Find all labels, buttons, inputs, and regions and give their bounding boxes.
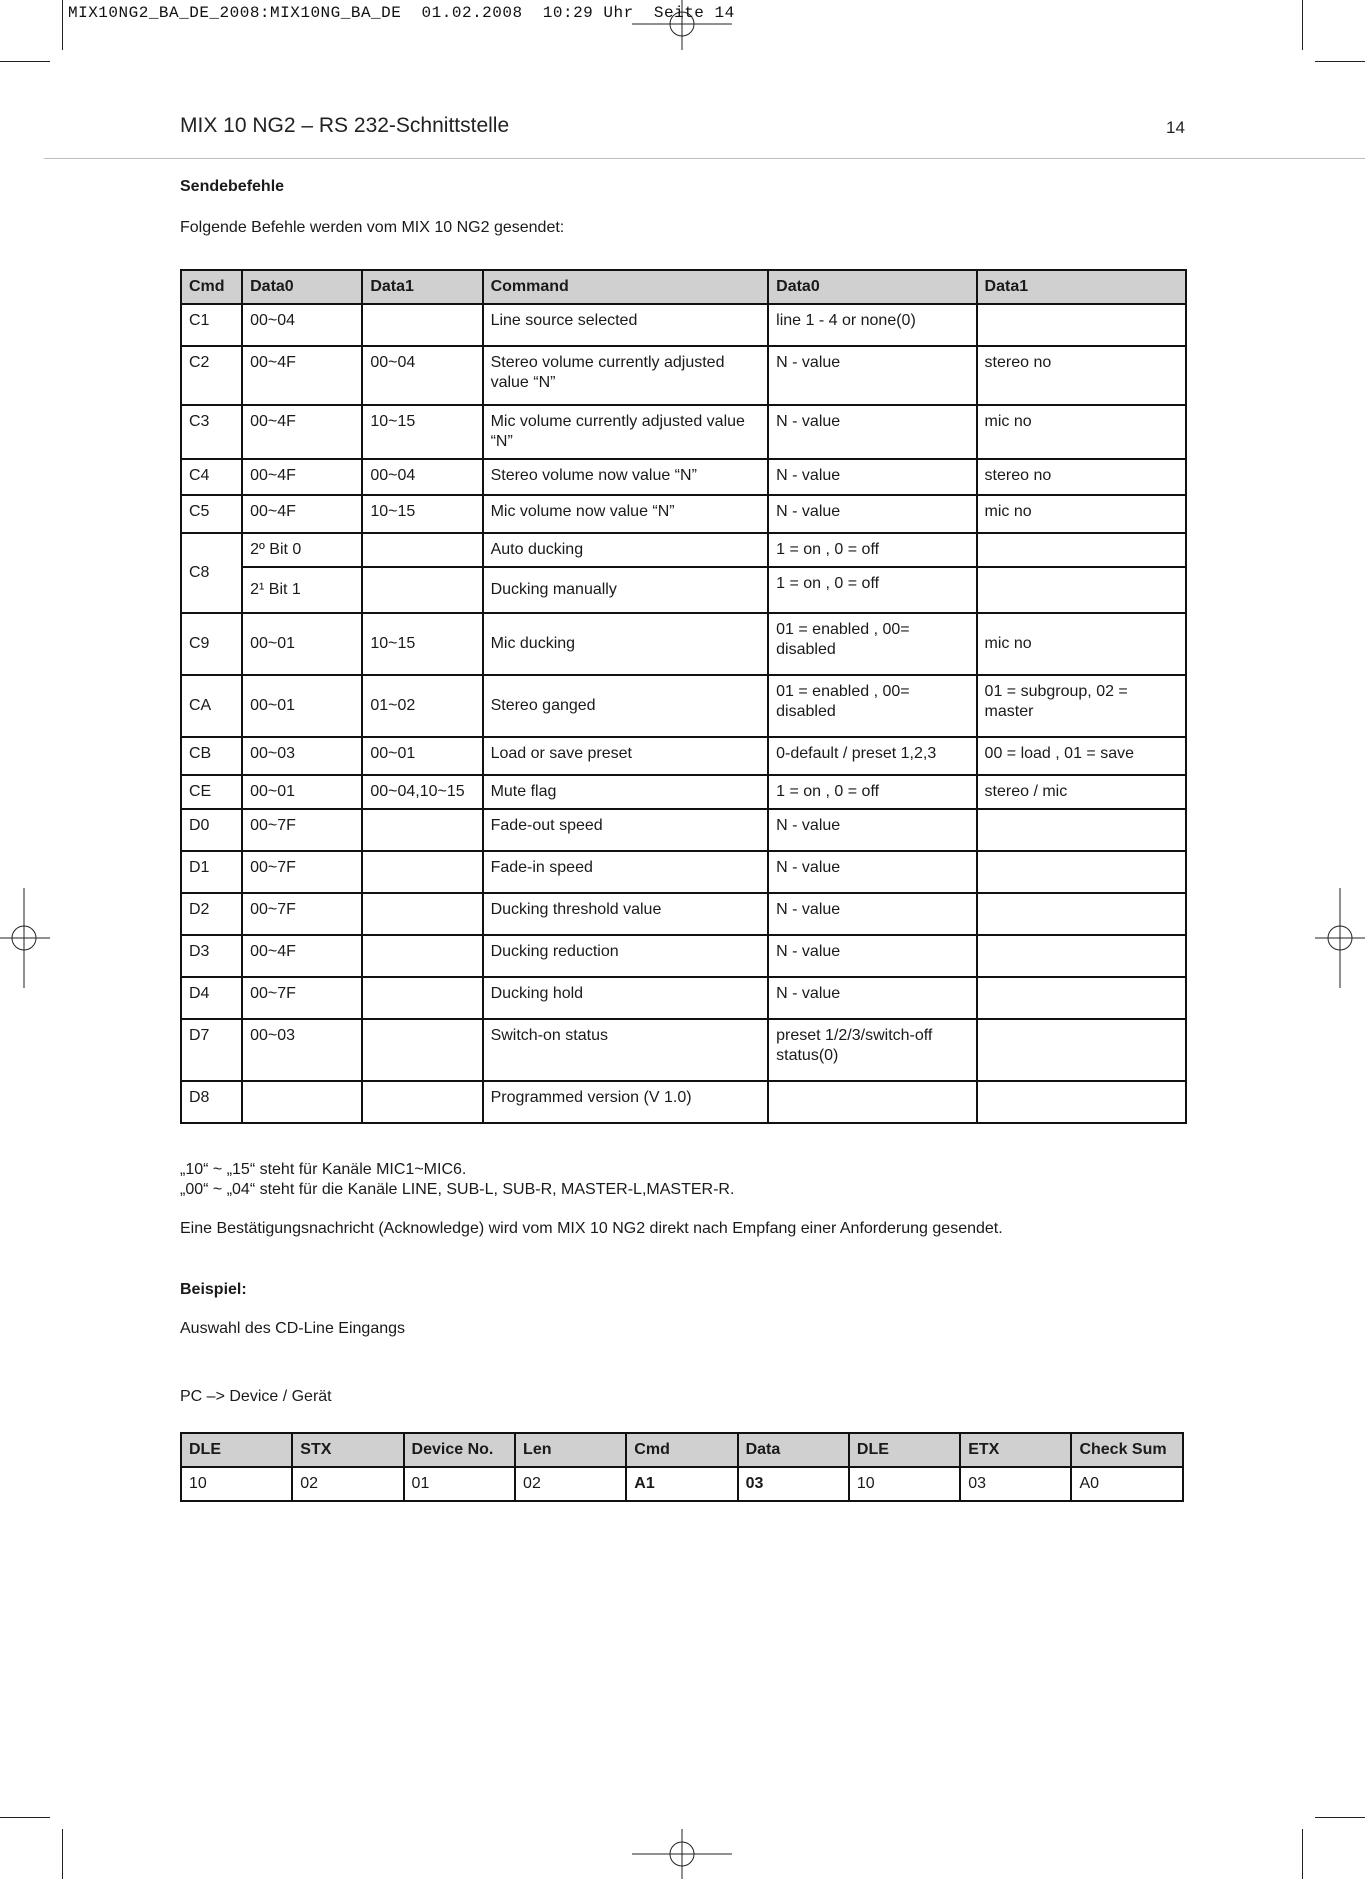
table-row [181,1019,1186,1081]
table-cell: 00~4F [242,495,362,533]
table-cell: 00~03 [242,1019,362,1081]
table-cell: Mute flag [483,775,769,809]
table-cell: 03 [960,1467,1071,1501]
table-cell: Fade-out speed [483,809,769,851]
table-cell: 1 = on , 0 = off [768,567,976,613]
table-cell: 00~04,10~15 [362,775,482,809]
crop-mark [1315,1817,1365,1818]
table-cell: Ducking threshold value [483,893,769,935]
table-cell: CB [181,737,242,775]
table-row [181,459,1186,495]
column-header: DLE [849,1433,960,1467]
table-cell [362,851,482,893]
table-cell: N - value [768,809,976,851]
table-cell: 00~7F [242,893,362,935]
table-cell [977,851,1186,893]
table-cell: Programmed version (V 1.0) [483,1081,769,1123]
table-cell: Ducking reduction [483,935,769,977]
crop-mark [62,1829,63,1879]
table-cell [242,1081,362,1123]
table-cell [977,533,1186,567]
table-cell: C3 [181,405,242,459]
registration-mark-bottom [632,1829,732,1879]
table-row [181,935,1186,977]
table-cell: 00~4F [242,405,362,459]
table-cell: N - value [768,346,976,405]
column-header: Cmd [626,1433,737,1467]
table-cell: 00~04 [362,459,482,495]
table-cell: 1 = on , 0 = off [768,533,976,567]
print-slug: MIX10NG2_BA_DE_2008:MIX10NG_BA_DE 01.02.2008 10:29 Uhr Seite 14 [68,4,735,22]
crop-mark [0,61,50,62]
table-cell: Mic volume currently adjusted value “N” [483,405,769,459]
channel-notes [180,1160,734,1200]
table-cell [977,1019,1186,1081]
table-cell: 02 [515,1467,626,1501]
table-cell: Mic ducking [483,613,769,675]
table-cell: 03 [738,1467,849,1501]
column-header: Cmd [181,270,242,304]
table-cell: 01 [404,1467,516,1501]
table-row [181,613,1186,675]
table-cell: stereo / mic [977,775,1186,809]
table-cell: D1 [181,851,242,893]
table-row [181,1081,1186,1123]
crop-mark [0,1817,50,1818]
table-cell: 00~04 [362,346,482,405]
table-cell: Line source selected [483,304,769,346]
table-row [181,809,1186,851]
table-cell: C5 [181,495,242,533]
note-line: „00“ ~ „04“ steht für die Kanäle LINE, SUB-L, SUB-R, MASTER-L,MASTER-R. [180,1181,735,1198]
table-cell: 00~7F [242,809,362,851]
table-cell [362,809,482,851]
table-row [181,495,1186,533]
table-cell [362,304,482,346]
table-cell [362,1081,482,1123]
table-cell: N - value [768,977,976,1019]
table-row [181,533,1186,567]
table-cell: C9 [181,613,242,675]
table-cell [768,1081,976,1123]
table-cell: 00~7F [242,851,362,893]
table-cell: 00~01 [242,613,362,675]
table-cell: Load or save preset [483,737,769,775]
header-divider [44,158,1365,159]
table-cell: 00~01 [242,675,362,737]
table-cell: C4 [181,459,242,495]
table-cell: D2 [181,893,242,935]
table-cell: Ducking manually [483,567,769,613]
table-row [181,775,1186,809]
table-cell [977,977,1186,1019]
table-cell: 00 = load , 01 = save [977,737,1186,775]
section-intro: Folgende Befehle werden vom MIX 10 NG2 gesendet: [180,219,565,236]
table-header-row [181,270,1186,304]
table-cell: 10~15 [362,495,482,533]
table-cell: 00~7F [242,977,362,1019]
table-cell: Fade-in speed [483,851,769,893]
crop-mark [62,0,63,50]
table-row [181,304,1186,346]
table-cell: N - value [768,405,976,459]
table-cell: D8 [181,1081,242,1123]
column-header: DLE [181,1433,292,1467]
crop-mark [1302,1829,1303,1879]
table-cell: CA [181,675,242,737]
table-cell: 01 = enabled , 00= disabled [768,613,976,675]
table-row [181,346,1186,405]
column-header: Data0 [242,270,362,304]
crop-mark [1315,61,1365,62]
send-commands-table [180,269,1187,1124]
registration-mark-right [1315,888,1365,988]
table-cell: N - value [768,495,976,533]
table-cell [977,935,1186,977]
column-header: Check Sum [1071,1433,1183,1467]
table-row [181,405,1186,459]
column-header: Data1 [977,270,1186,304]
table-cell: line 1 - 4 or none(0) [768,304,976,346]
table-cell: C2 [181,346,242,405]
table-cell: N - value [768,935,976,977]
table-header-row [181,1433,1183,1467]
note-line: „10“ ~ „15“ steht für Kanäle MIC1~MIC6. [180,1161,467,1178]
table-cell: 10 [181,1467,292,1501]
column-header: Data0 [768,270,976,304]
table-cell: 00~04 [242,304,362,346]
table-cell: 00~01 [242,775,362,809]
table-cell: 2º Bit 0 [242,533,362,567]
table-cell: Ducking hold [483,977,769,1019]
column-header: Data1 [362,270,482,304]
table-cell: D7 [181,1019,242,1081]
table-row [181,977,1186,1019]
table-cell [362,567,482,613]
table-cell: D0 [181,809,242,851]
table-cell [362,533,482,567]
crop-mark [1302,0,1303,50]
table-cell: 00~4F [242,459,362,495]
column-header: Command [483,270,769,304]
table-cell [977,567,1186,613]
table-cell [362,935,482,977]
table-cell [977,1081,1186,1123]
example-text: Auswahl des CD-Line Eingangs [180,1320,406,1337]
acknowledge-note: Eine Bestätigungsnachricht (Acknowledge) wird vom MIX 10 NG2 direkt nach Empfang einer Anforderung gesendet. [180,1220,1003,1237]
table-cell: 01 = subgroup, 02 = master [977,675,1186,737]
table-cell [362,1019,482,1081]
table-cell: N - value [768,851,976,893]
example-table [180,1432,1184,1502]
table-cell: CE [181,775,242,809]
table-cell [977,304,1186,346]
table-cell: 10~15 [362,405,482,459]
table-cell: 00~4F [242,935,362,977]
table-cell: N - value [768,893,976,935]
column-header: STX [292,1433,403,1467]
column-header: Data [738,1433,849,1467]
example-heading: Beispiel: [180,1281,247,1298]
table-cell: 0-default / preset 1,2,3 [768,737,976,775]
column-header: Device No. [404,1433,516,1467]
section-heading: Sendebefehle [180,178,285,195]
table-cell: stereo no [977,346,1186,405]
table-cell: A1 [626,1467,737,1501]
table-cell: 10 [849,1467,960,1501]
table-cell: 01 = enabled , 00= disabled [768,675,976,737]
table-cell: C8 [181,533,242,613]
table-cell: N - value [768,459,976,495]
table-cell: Auto ducking [483,533,769,567]
table-row [181,567,1186,613]
page-number: 14 [1166,118,1185,137]
table-cell: 00~01 [362,737,482,775]
table-cell: Switch-on status [483,1019,769,1081]
table-cell: mic no [977,613,1186,675]
table-cell: Stereo volume now value “N” [483,459,769,495]
table-cell: A0 [1071,1467,1183,1501]
table-cell: Stereo volume currently adjusted value “N” [483,346,769,405]
table-cell: 02 [292,1467,403,1501]
table-cell: 2¹ Bit 1 [242,567,362,613]
table-cell: 00~03 [242,737,362,775]
table-cell: 01~02 [362,675,482,737]
table-cell: D3 [181,935,242,977]
table-cell [362,977,482,1019]
table-row [181,737,1186,775]
table-row [181,893,1186,935]
column-header: Len [515,1433,626,1467]
column-header: ETX [960,1433,1071,1467]
table-cell: 00~4F [242,346,362,405]
table-cell [977,809,1186,851]
table-cell: stereo no [977,459,1186,495]
table-cell: C1 [181,304,242,346]
table-cell: Mic volume now value “N” [483,495,769,533]
table-row [181,851,1186,893]
table-cell: 10~15 [362,613,482,675]
page-title: MIX 10 NG2 – RS 232-Schnittstelle [180,114,510,137]
registration-mark-left [0,888,50,988]
table-cell: 1 = on , 0 = off [768,775,976,809]
table-cell: D4 [181,977,242,1019]
table-row [181,675,1186,737]
table-cell: preset 1/2/3/switch-off status(0) [768,1019,976,1081]
table-row [181,1467,1183,1501]
table-cell: mic no [977,405,1186,459]
example-direction: PC –> Device / Gerät [180,1388,332,1405]
table-cell: mic no [977,495,1186,533]
table-cell [362,893,482,935]
table-cell [977,893,1186,935]
table-cell: Stereo ganged [483,675,769,737]
